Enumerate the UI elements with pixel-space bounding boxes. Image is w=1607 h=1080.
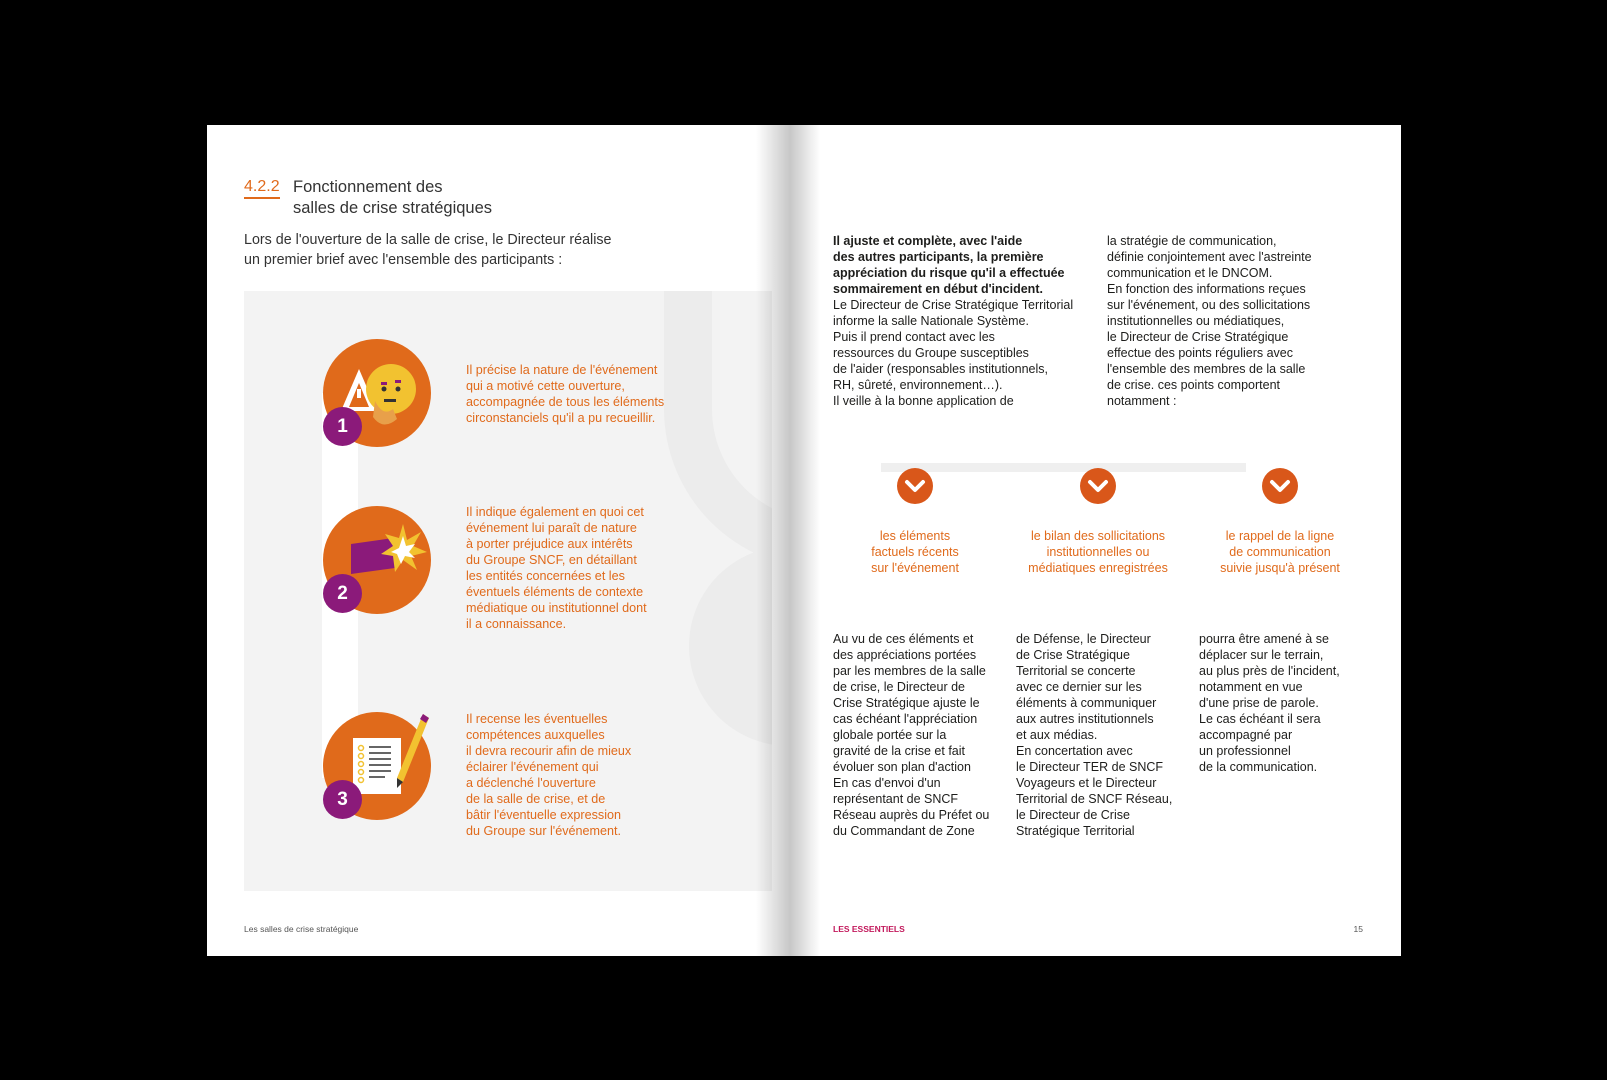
text-line: cas échéant l'appréciation — [833, 712, 978, 726]
step-text-line: qui a motivé cette ouverture, — [466, 379, 625, 393]
step-3-text — [466, 711, 686, 839]
text-line: de crise. ces points comportent — [1107, 378, 1280, 392]
points-connector-bar — [881, 463, 1246, 472]
text-line: évoluer son plan d'action — [833, 760, 971, 774]
text-line: communication et le DNCOM. — [1107, 266, 1273, 280]
point-line: le rappel de la ligne — [1225, 529, 1335, 543]
text-line: le Directeur de Crise — [1016, 808, 1130, 822]
step-text-line: du Groupe SNCF, en détaillant — [466, 553, 637, 567]
point-line: les éléments — [879, 529, 951, 543]
text-line: définie conjointement avec l'astreinte — [1107, 250, 1312, 264]
text-line: pourra être amené à se — [1199, 632, 1329, 646]
text-line: effectue des points réguliers avec — [1107, 346, 1293, 360]
text-line: d'une prise de parole. — [1199, 696, 1319, 710]
step-text-line: à porter préjudice aux intérêts — [466, 537, 633, 551]
text-line: représentant de SNCF — [833, 792, 959, 806]
text-line: de la communication. — [1199, 760, 1318, 774]
steps-panel — [244, 291, 772, 891]
step-text-line: accompagnée de tous les éléments — [466, 395, 665, 409]
step-text-line: médiatique ou institutionnel dont — [466, 601, 647, 615]
text-line: l'ensemble des membres de la salle — [1107, 362, 1306, 376]
step-text-line: Il précise la nature de l'événement — [466, 363, 658, 377]
text-line: éléments à communiquer — [1016, 696, 1157, 710]
text-line: Territorial de SNCF Réseau, — [1016, 792, 1173, 806]
right-page — [790, 125, 1401, 956]
text-line: Le cas échéant il sera — [1199, 712, 1321, 726]
text-line: le Directeur TER de SNCF — [1016, 760, 1164, 774]
text-line: Il veille à la bonne application de — [833, 394, 1014, 408]
step-text-line: événement lui paraît de nature — [466, 521, 637, 535]
section-number: 4.2.2 — [244, 177, 280, 199]
page-number: 15 — [1353, 924, 1363, 934]
chevron-down-icon — [1080, 468, 1116, 504]
text-line: Réseau auprès du Préfet ou — [833, 808, 990, 822]
step-1-illustration — [323, 339, 431, 447]
step-text-line: Il indique également en quoi cet — [466, 505, 644, 519]
chevron-down-icon — [1262, 468, 1298, 504]
text-line: de Défense, le Directeur — [1016, 632, 1151, 646]
step-text-line: bâtir l'éventuelle expression — [466, 808, 622, 822]
chevron-down-icon — [897, 468, 933, 504]
step-text-line: il devra recourir afin de mieux — [466, 744, 632, 758]
text-line: au plus près de l'incident, — [1199, 664, 1340, 678]
intro-line: Lors de l'ouverture de la salle de crise, le Directeur réalise — [244, 232, 612, 248]
point-item — [835, 528, 995, 576]
text-line: avec ce dernier sur les — [1016, 680, 1142, 694]
text-line: le Directeur de Crise Stratégique — [1107, 330, 1289, 344]
footer-label: LES ESSENTIELS — [833, 924, 905, 934]
text-line: Au vu de ces éléments et — [833, 632, 974, 646]
text-line: de Crise Stratégique — [1016, 648, 1130, 662]
text-line: notamment en vue — [1199, 680, 1303, 694]
text-line: En cas d'envoi d'un — [833, 776, 941, 790]
text-line: de l'aider (responsables institutionnels, — [833, 362, 1049, 376]
step-text-line: de la salle de crise, et de — [466, 792, 606, 806]
text-line: sur l'événement, ou des sollicitations — [1107, 298, 1311, 312]
text-line: de crise, le Directeur de — [833, 680, 966, 694]
text-line: Territorial se concerte — [1016, 664, 1136, 678]
point-line: le bilan des sollicitations — [1030, 529, 1166, 543]
text-line: des autres participants, la première — [833, 250, 1044, 264]
text-line: En concertation avec — [1016, 744, 1133, 758]
page-footer: Les salles de crise stratégique — [244, 924, 359, 934]
text-line: Stratégique Territorial — [1016, 824, 1135, 838]
text-line: Crise Stratégique ajuste le — [833, 696, 980, 710]
text-line: RH, sûreté, environnement…). — [833, 378, 1003, 392]
text-line: aux autres institutionnels — [1016, 712, 1154, 726]
text-line: Le Directeur de Crise Stratégique Territorial — [833, 298, 1074, 312]
step-text-line: compétences auxquelles — [466, 728, 605, 742]
text-line: et aux médias. — [1016, 728, 1098, 742]
point-line: institutionnelles ou — [1046, 545, 1150, 559]
step-text-line: éventuels éléments de contexte — [466, 585, 644, 599]
top-column-1 — [833, 233, 1093, 409]
text-line: Puis il prend contact avec les — [833, 330, 995, 344]
text-line: accompagné par — [1199, 728, 1293, 742]
step-2-illustration — [323, 506, 431, 614]
step-2-text — [466, 504, 686, 632]
point-item — [1018, 528, 1178, 576]
step-number-badge: 1 — [323, 407, 362, 446]
text-line: du Commandant de Zone — [833, 824, 975, 838]
step-3-illustration — [323, 712, 431, 820]
section-title — [293, 177, 593, 219]
text-line: informe la salle Nationale Système. — [833, 314, 1029, 328]
intro-line: un premier brief avec l'ensemble des participants : — [244, 251, 563, 268]
point-line: factuels récents — [871, 545, 959, 559]
text-line: déplacer sur le terrain, — [1199, 648, 1324, 662]
step-text-line: il a connaissance. — [466, 617, 567, 631]
step-1-text — [466, 362, 686, 426]
text-line: Voyageurs et le Directeur — [1016, 776, 1157, 790]
page-gutter-shadow — [756, 125, 790, 956]
text-line: globale portée sur la — [833, 728, 947, 742]
text-line: Il ajuste et complète, avec l'aide — [833, 234, 1023, 248]
step-text-line: les entités concernées et les — [466, 569, 625, 583]
text-line: ressources du Groupe susceptibles — [833, 346, 1029, 360]
text-line: des appréciations portées — [833, 648, 977, 662]
point-line: de communication — [1229, 545, 1331, 559]
text-line: la stratégie de communication, — [1107, 234, 1277, 248]
intro-paragraph — [244, 231, 664, 270]
top-column-2 — [1107, 233, 1367, 409]
text-line: un professionnel — [1199, 744, 1291, 758]
section-title-line: salles de crise stratégiques — [293, 199, 493, 217]
bottom-column-2 — [1016, 631, 1188, 839]
left-page — [207, 125, 790, 956]
text-line: appréciation du risque qu'il a effectuée — [833, 266, 1065, 280]
bottom-column-3 — [1199, 631, 1379, 775]
point-item — [1200, 528, 1360, 576]
text-line: En fonction des informations reçues — [1107, 282, 1306, 296]
point-line: médiatiques enregistrées — [1028, 561, 1168, 575]
step-number-badge: 3 — [323, 780, 362, 819]
step-number-badge: 2 — [323, 574, 362, 613]
bottom-column-1 — [833, 631, 1005, 839]
text-line: institutionnelles ou médiatiques, — [1107, 314, 1285, 328]
section-title-line: Fonctionnement des — [293, 178, 443, 196]
step-text-line: circonstanciels qu'il a pu recueillir. — [466, 411, 656, 425]
text-line: notamment : — [1107, 394, 1177, 408]
point-line: sur l'événement — [871, 561, 959, 575]
text-line: par les membres de la salle — [833, 664, 986, 678]
step-text-line: Il recense les éventuelles — [466, 712, 608, 726]
text-line: gravité de la crise et fait — [833, 744, 966, 758]
text-line: sommairement en début d'incident. — [833, 282, 1043, 296]
step-text-line: éclairer l'événement qui — [466, 760, 599, 774]
point-line: suivie jusqu'à présent — [1220, 561, 1340, 575]
step-text-line: a déclenché l'ouverture — [466, 776, 596, 790]
page-gutter-shadow — [790, 125, 820, 956]
step-text-line: du Groupe sur l'événement. — [466, 824, 622, 838]
